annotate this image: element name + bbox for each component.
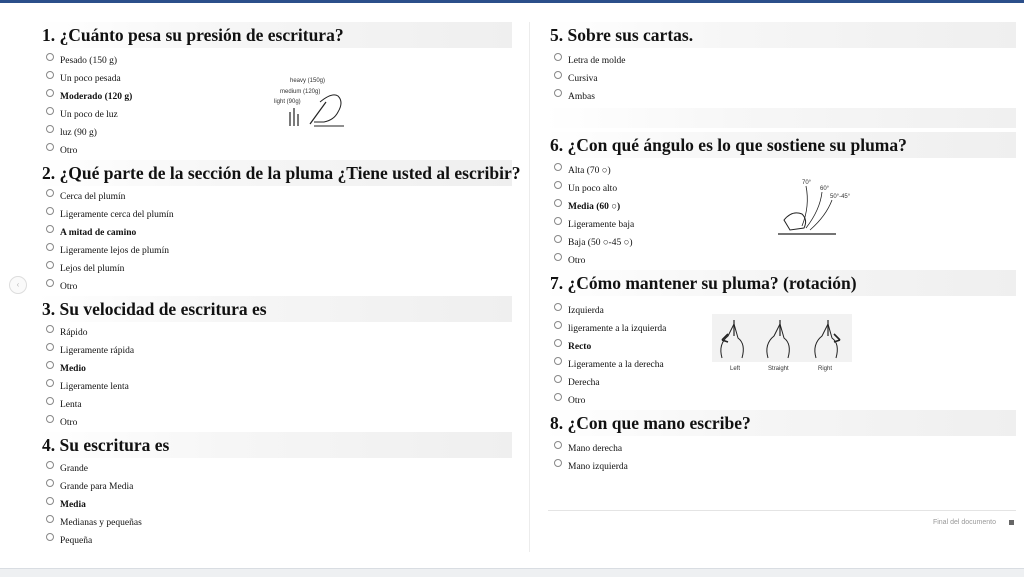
option-label: Izquierda (568, 306, 604, 316)
option-label: Letra de molde (568, 56, 626, 66)
radio-button[interactable] (554, 199, 562, 207)
radio-button[interactable] (46, 361, 54, 369)
fig-label-heavy: heavy (150g) (290, 78, 326, 84)
option-label: Alta (70 ○) (568, 166, 611, 176)
option-radio[interactable] (36, 188, 512, 206)
radio-button[interactable] (46, 125, 54, 133)
option-label: ligeramente a la izquierda (568, 324, 667, 334)
fig-label-light: light (90g) (274, 99, 301, 105)
option-radio[interactable] (36, 142, 512, 160)
option-label: Ligeramente lejos de plumín (60, 246, 169, 256)
option-label: Ligeramente a la derecha (568, 360, 664, 370)
option-label: Un poco pesada (60, 74, 121, 84)
option-radio[interactable] (36, 378, 512, 396)
fig-label-left: Left (730, 366, 741, 372)
question-8 (544, 410, 1016, 476)
question-5 (544, 22, 1016, 128)
option-label: A mitad de camino (60, 228, 137, 238)
section-spacer (544, 108, 1016, 128)
radio-button[interactable] (554, 339, 562, 347)
option-label: Recto (568, 342, 592, 352)
radio-button[interactable] (554, 163, 562, 171)
option-radio[interactable] (36, 278, 512, 296)
option-label: Un poco de luz (60, 110, 118, 120)
left-column (36, 22, 521, 550)
question-title: 3. Su velocidad de escritura es (36, 296, 512, 322)
option-label: Un poco alto (568, 184, 618, 194)
option-label: Derecha (568, 378, 600, 388)
option-radio[interactable] (36, 206, 512, 224)
option-radio[interactable] (36, 460, 512, 478)
option-radio[interactable] (544, 458, 1016, 476)
question-title: 4. Su escritura es (36, 432, 512, 458)
radio-button[interactable] (46, 279, 54, 287)
option-radio[interactable] (36, 324, 512, 342)
radio-button[interactable] (46, 325, 54, 333)
radio-button[interactable] (554, 53, 562, 61)
option-radio[interactable] (544, 392, 1016, 410)
radio-button[interactable] (46, 397, 54, 405)
right-column (544, 22, 1016, 476)
option-label: Rápido (60, 328, 88, 338)
option-radio[interactable] (36, 360, 512, 378)
option-radio[interactable] (544, 70, 1016, 88)
radio-button[interactable] (554, 357, 562, 365)
radio-button[interactable] (554, 393, 562, 401)
option-radio[interactable] (36, 532, 512, 550)
option-label: Otro (568, 256, 586, 266)
option-radio[interactable] (36, 52, 512, 70)
option-radio[interactable] (36, 478, 512, 496)
radio-button[interactable] (554, 235, 562, 243)
question-2 (36, 160, 521, 296)
option-radio[interactable] (36, 396, 512, 414)
question-3 (36, 296, 512, 432)
option-label: Ligeramente cerca del plumín (60, 210, 174, 220)
question-6 (544, 132, 1016, 270)
option-label: Medianas y pequeñas (60, 518, 142, 528)
radio-button[interactable] (554, 253, 562, 261)
question-title: 8. ¿Con que mano escribe? (544, 410, 1016, 436)
radio-button[interactable] (554, 459, 562, 467)
radio-button[interactable] (554, 303, 562, 311)
option-label: Ligeramente lenta (60, 382, 129, 392)
option-radio[interactable] (544, 440, 1016, 458)
option-label: Baja (50 ○-45 ○) (568, 238, 633, 248)
radio-button[interactable] (46, 343, 54, 351)
radio-button[interactable] (46, 243, 54, 251)
option-label: Pesado (150 g) (60, 56, 117, 66)
radio-button[interactable] (46, 261, 54, 269)
option-label: Lejos del plumín (60, 264, 125, 274)
radio-button[interactable] (46, 189, 54, 197)
option-radio[interactable] (544, 252, 1016, 270)
fig-label-60: 60° (820, 186, 830, 192)
radio-button[interactable] (554, 441, 562, 449)
radio-button[interactable] (554, 321, 562, 329)
option-radio[interactable] (36, 242, 512, 260)
radio-button[interactable] (46, 89, 54, 97)
question-7 (544, 270, 1016, 410)
radio-button[interactable] (46, 225, 54, 233)
rotation-illustration (712, 314, 852, 374)
pressure-illustration (274, 72, 354, 128)
radio-button[interactable] (46, 143, 54, 151)
fig-label-50-45: 50°-45° (830, 194, 851, 200)
option-label: Media (60, 500, 86, 510)
document-footer (548, 510, 1016, 526)
question-title: 1. ¿Cuánto pesa su presión de escritura? (36, 22, 512, 48)
option-label: Grande para Media (60, 482, 134, 492)
question-title: 7. ¿Cómo mantener su pluma? (rotación) (544, 270, 1016, 296)
radio-button[interactable] (46, 53, 54, 61)
column-divider (529, 22, 530, 552)
option-label: Grande (60, 464, 88, 474)
radio-button[interactable] (554, 89, 562, 97)
option-radio[interactable] (36, 496, 512, 514)
option-label: Cerca del plumín (60, 192, 126, 202)
end-of-document-label: Final del documento (932, 519, 996, 526)
radio-button[interactable] (554, 217, 562, 225)
question-1 (36, 22, 512, 160)
option-label: Pequeña (60, 536, 93, 546)
radio-button[interactable] (554, 375, 562, 383)
option-label: Mano izquierda (568, 462, 628, 472)
option-label: Medio (60, 364, 86, 374)
option-radio[interactable] (36, 224, 512, 242)
option-radio[interactable] (36, 260, 512, 278)
radio-button[interactable] (46, 515, 54, 523)
option-label: Otro (60, 418, 78, 428)
fig-label-medium: medium (120g) (280, 89, 321, 95)
top-accent-bar (0, 0, 1024, 3)
radio-button[interactable] (46, 379, 54, 387)
fig-label-straight: Straight (768, 366, 789, 372)
option-radio[interactable] (36, 342, 512, 360)
option-radio[interactable] (36, 414, 512, 432)
option-label: Ambas (568, 92, 595, 102)
radio-button[interactable] (46, 207, 54, 215)
end-marker-icon (1009, 520, 1014, 525)
option-label: Ligeramente baja (568, 220, 635, 230)
option-radio[interactable] (36, 514, 512, 532)
radio-button[interactable] (554, 181, 562, 189)
radio-button[interactable] (46, 533, 54, 541)
radio-button[interactable] (46, 461, 54, 469)
option-radio[interactable] (544, 52, 1016, 70)
radio-button[interactable] (46, 479, 54, 487)
option-label: Otro (60, 146, 78, 156)
option-label: Media (60 ○) (568, 202, 621, 212)
option-label: Otro (568, 396, 586, 406)
option-label: Lenta (60, 400, 82, 410)
radio-button[interactable] (554, 71, 562, 79)
question-4 (36, 432, 512, 550)
radio-button[interactable] (46, 497, 54, 505)
option-label: Moderado (120 g) (60, 92, 133, 102)
question-title: 2. ¿Qué parte de la sección de la pluma ¿Tiene usted al escribir? (36, 160, 512, 186)
option-radio[interactable] (544, 88, 1016, 106)
option-label: Ligeramente rápida (60, 346, 135, 356)
side-scroll-button[interactable]: ‹ (9, 276, 27, 294)
angle-illustration (776, 176, 856, 238)
option-radio[interactable] (544, 374, 1016, 392)
option-label: luz (90 g) (60, 128, 97, 138)
radio-button[interactable] (46, 71, 54, 79)
option-label: Cursiva (568, 74, 598, 84)
option-label: Otro (60, 282, 78, 292)
option-label: Mano derecha (568, 444, 623, 454)
question-title: 5. Sobre sus cartas. (544, 22, 1016, 48)
radio-button[interactable] (46, 415, 54, 423)
fig-label-70: 70° (802, 180, 812, 186)
fig-label-right: Right (818, 366, 833, 372)
question-title: 6. ¿Con qué ángulo es lo que sostiene su pluma? (544, 132, 1016, 158)
radio-button[interactable] (46, 107, 54, 115)
